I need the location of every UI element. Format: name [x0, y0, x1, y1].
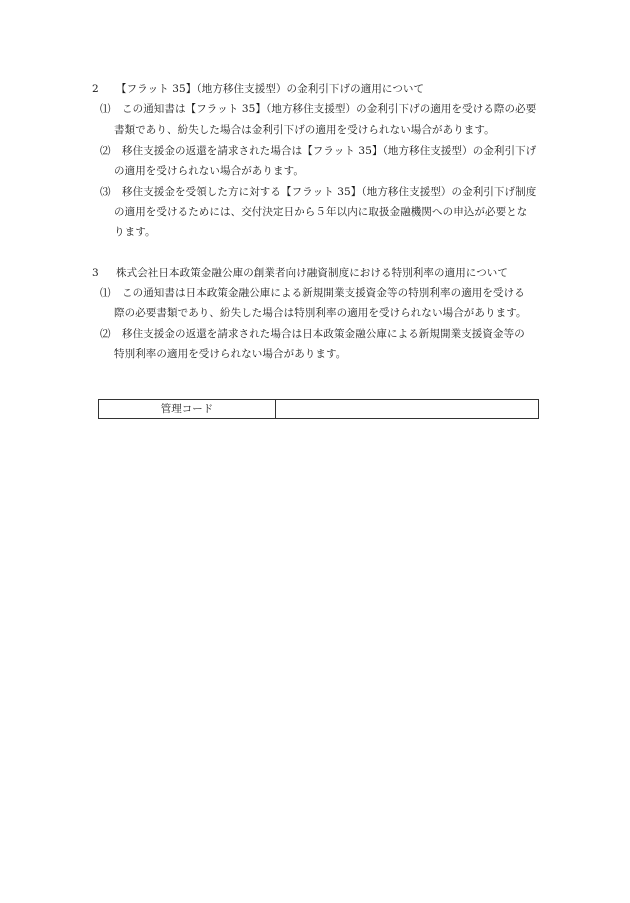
- item-text: 書類であり、紛失した場合は金利引下げの適用を受けられない場合があります。: [114, 124, 495, 136]
- item-text: の適用を受けるためには、交付決定日から５年以内に取扱金融機関への申込が必要とな: [114, 206, 528, 218]
- item-text: この通知書は日本政策金融公庫による新規開業支援資金等の特別利率の適用を受ける: [122, 287, 525, 299]
- section-2-number: 2: [92, 83, 99, 95]
- management-code-value: [276, 400, 538, 418]
- management-code-table: [98, 399, 539, 419]
- section-2-title: 【フラット 35】（地方移住支援型）の金利引下げの適用について: [116, 83, 425, 95]
- item-text: 移住支援金を受領した方に対する【フラット 35】（地方移住支援型）の金利引下げ制度: [122, 186, 537, 198]
- item-text: この通知書は【フラット 35】（地方移住支援型）の金利引下げの適用を受ける際の必要: [122, 103, 537, 115]
- management-code-label: 管理コード: [99, 400, 276, 418]
- section-2-item-2-cont: [114, 164, 304, 178]
- item-number: ⑵: [100, 328, 111, 340]
- section-2-item-3: [100, 185, 536, 199]
- section-3-item-2-cont: [114, 347, 346, 361]
- item-text: 特別利率の適用を受けられない場合があります。: [114, 348, 347, 360]
- item-text: 移住支援金の返還を請求された場合は【フラット 35】（地方移住支援型）の金利引下げ: [122, 145, 537, 157]
- section-2-item-1: [100, 102, 536, 116]
- section-3-item-1-cont: [114, 306, 527, 320]
- section-2-item-3-cont-1: [114, 205, 527, 219]
- section-3-heading: [92, 266, 508, 280]
- section-2-item-2: [100, 144, 536, 158]
- section-3-title: 株式会社日本政策金融公庫の創業者向け融資制度における特別利率の適用について: [116, 267, 508, 279]
- item-text: 移住支援金の返還を請求された場合は日本政策金融公庫による新規開業支援資金等の: [122, 328, 525, 340]
- item-number: ⑵: [100, 145, 111, 157]
- section-3-item-1: [100, 286, 525, 300]
- item-number: ⑴: [100, 287, 111, 299]
- section-2-heading: [92, 82, 424, 96]
- section-2-item-3-cont-2: [114, 225, 156, 239]
- item-text: 際の必要書類であり、紛失した場合は特別利率の適用を受けられない場合があります。: [114, 307, 527, 319]
- item-text: ります。: [114, 226, 156, 238]
- item-number: ⑴: [100, 103, 111, 115]
- section-2-item-1-cont: [114, 123, 495, 137]
- section-3-number: 3: [92, 267, 99, 279]
- item-text: の適用を受けられない場合があります。: [114, 165, 304, 177]
- section-3-item-2: [100, 327, 525, 341]
- item-number: ⑶: [100, 186, 111, 198]
